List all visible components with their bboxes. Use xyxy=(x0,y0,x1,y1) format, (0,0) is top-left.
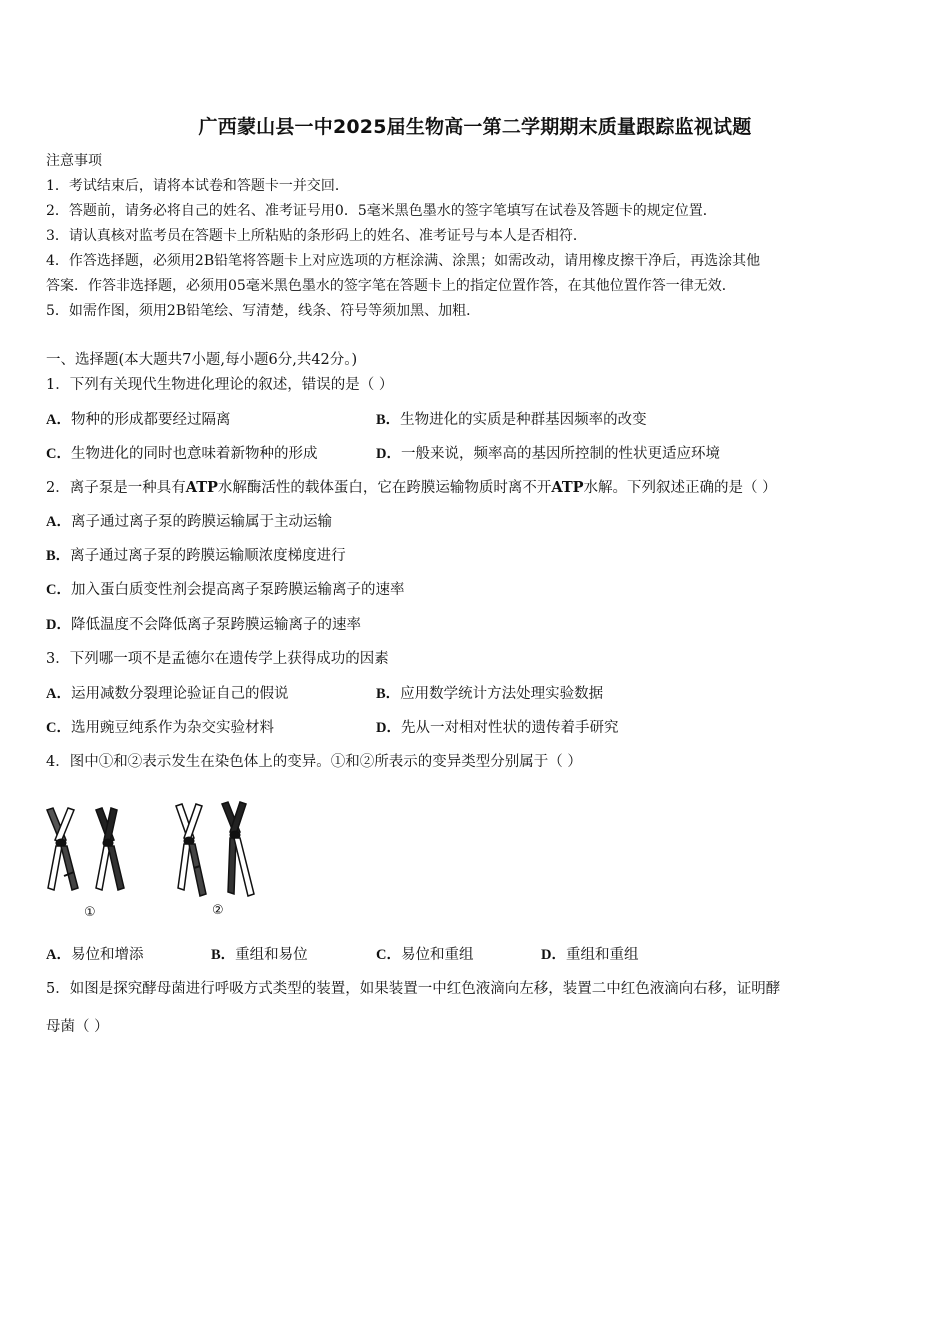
chromosome xyxy=(96,808,124,890)
option-letter: B． xyxy=(376,686,401,702)
option-text: 先从一对相对性状的遗传着手研究 xyxy=(400,720,619,736)
question-5-stem-continued: 母菌（ ） xyxy=(46,1019,109,1035)
option-letter: D． xyxy=(541,947,566,963)
chromosome xyxy=(176,804,206,896)
question-2-option-c[interactable] xyxy=(46,580,404,600)
question-2-option-d[interactable] xyxy=(46,615,361,635)
stem-text: 2．离子泵是一种具有 xyxy=(46,480,186,496)
option-letter: D． xyxy=(376,720,401,736)
section-heading: 一、选择题(本大题共7小题,每小题6分,共42分。) xyxy=(46,352,358,368)
question-4-option-c[interactable] xyxy=(376,945,473,965)
option-text: 易位和重组 xyxy=(400,947,474,963)
notice-item: 1．考试结束后，请将本试卷和答题卡一并交回． xyxy=(46,178,349,194)
option-letter: D． xyxy=(376,446,401,462)
chromosome xyxy=(47,808,78,890)
option-text: 重组和重组 xyxy=(565,947,639,963)
question-2-stem xyxy=(46,478,777,498)
option-letter: C． xyxy=(46,720,71,736)
question-4-option-a[interactable] xyxy=(46,945,143,965)
option-text: 生物进化的实质是种群基因频率的改变 xyxy=(400,412,647,428)
option-text: 重组和易位 xyxy=(235,947,308,963)
chromosome-pair-2 xyxy=(176,802,254,918)
question-3-stem: 3．下列哪一项不是孟德尔在遗传学上获得成功的因素 xyxy=(46,651,389,667)
option-text: 选用豌豆纯系作为杂交实验材料 xyxy=(70,720,274,736)
notice-item: 3．请认真核对监考员在答题卡上所粘贴的条形码上的姓名、准考证号与本人是否相符． xyxy=(46,228,587,244)
question-2-option-a[interactable] xyxy=(46,512,332,532)
chromosome xyxy=(222,802,254,896)
notice-item: 答案．作答非选择题，必须用05毫米黑色墨水的签字笔在答题卡上的指定位置作答，在其他位置作答一律无效． xyxy=(46,278,736,294)
chromosome-figure xyxy=(44,798,264,928)
notice-heading: 注意事项 xyxy=(46,153,102,169)
option-letter: B． xyxy=(46,548,71,564)
option-letter: C． xyxy=(376,947,401,963)
notice-item: 2．答题前，请务必将自己的姓名、准考证号用0．5毫米黑色墨水的签字笔填写在试卷及答题卡的规定位置． xyxy=(46,203,717,219)
chromosome-pair-1 xyxy=(47,808,124,920)
stem-text: 水解。下列叙述正确的是（ ） xyxy=(583,480,777,496)
question-5-stem: 5．如图是探究酵母菌进行呼吸方式类型的装置，如果装置一中红色液滴向左移，装置二中红色液滴向右移，证明酵 xyxy=(46,981,781,997)
option-text: 运用减数分裂理论验证自己的假说 xyxy=(70,686,289,702)
question-1-stem: 1．下列有关现代生物进化理论的叙述，错误的是（ ） xyxy=(46,377,394,393)
option-text: 加入蛋白质变性剂会提高离子泵跨膜运输离子的速率 xyxy=(70,582,405,598)
option-letter: A． xyxy=(46,412,71,428)
question-4-option-d[interactable] xyxy=(541,945,638,965)
question-1-option-a[interactable] xyxy=(46,410,230,430)
option-text: 生物进化的同时也意味着新物种的形成 xyxy=(70,446,318,462)
question-3-option-c[interactable] xyxy=(46,718,274,738)
page-title: 广西蒙山县一中2025届生物高一第二学期期末质量跟踪监视试题 xyxy=(198,116,752,138)
option-text: 易位和增添 xyxy=(70,947,144,963)
option-text: 离子通过离子泵的跨膜运输属于主动运输 xyxy=(70,514,332,530)
option-letter: C． xyxy=(46,446,71,462)
option-letter: A． xyxy=(46,514,71,530)
question-1-option-d[interactable] xyxy=(376,444,720,464)
option-letter: D． xyxy=(46,617,71,633)
option-text: 降低温度不会降低离子泵跨膜运输离子的速率 xyxy=(70,617,361,633)
notice-item: 4．作答选择题，必须用2B铅笔将答题卡上对应选项的方框涂满、涂黑；如需改动，请用橡皮擦干净后，再选涂其他 xyxy=(46,253,761,269)
question-3-option-b[interactable] xyxy=(376,684,603,704)
question-4-stem: 4．图中①和②表示发生在染色体上的变异。①和②所表示的变异类型分别属于（ ） xyxy=(46,754,582,770)
option-letter: B． xyxy=(211,947,236,963)
stem-text: ATP xyxy=(551,479,584,496)
option-letter: B． xyxy=(376,412,401,428)
option-letter: A． xyxy=(46,686,71,702)
question-1-option-b[interactable] xyxy=(376,410,647,430)
option-text: 一般来说，频率高的基因所控制的性状更适应环境 xyxy=(400,446,720,462)
question-4-option-b[interactable] xyxy=(211,945,308,965)
stem-text: 水解酶活性的载体蛋白，它在跨膜运输物质时离不开 xyxy=(217,480,552,496)
option-letter: A． xyxy=(46,947,71,963)
figure-label-1: ① xyxy=(84,905,96,920)
figure-label-2: ② xyxy=(212,903,224,918)
question-3-option-a[interactable] xyxy=(46,684,288,704)
question-3-option-d[interactable] xyxy=(376,718,618,738)
question-2-option-b[interactable] xyxy=(46,546,346,566)
option-text: 物种的形成都要经过隔离 xyxy=(70,412,231,428)
option-text: 应用数学统计方法处理实验数据 xyxy=(400,686,604,702)
question-1-option-c[interactable] xyxy=(46,444,317,464)
option-letter: C． xyxy=(46,582,71,598)
notice-item: 5．如需作图，须用2B铅笔绘、写清楚，线条、符号等须加黑、加粗． xyxy=(46,303,481,319)
stem-text: ATP xyxy=(185,479,218,496)
option-text: 离子通过离子泵的跨膜运输顺浓度梯度进行 xyxy=(70,548,346,564)
